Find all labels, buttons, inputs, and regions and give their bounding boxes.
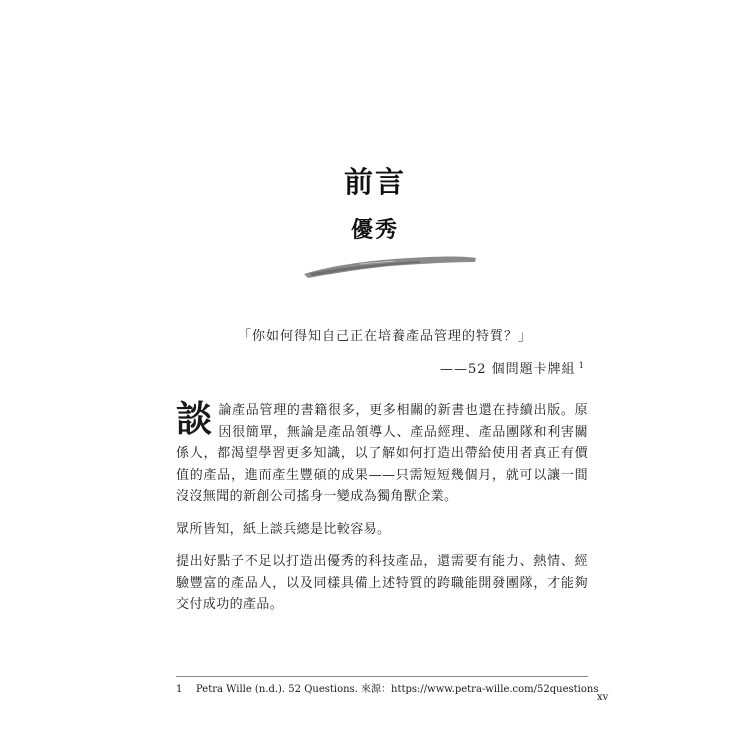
footnote xyxy=(176,680,598,695)
epigraph-quote: 「你如何得知自己正在培養產品管理的特質？」 xyxy=(237,329,532,344)
body-paragraph: 眾所皆知，紙上談兵總是比較容易。 xyxy=(176,521,391,537)
footnote-number: 1 xyxy=(176,684,183,695)
chapter-title: 前言 xyxy=(343,165,406,199)
paragraph-text: 論產品管理的書籍很多，更多相關的新書也還在持續出版。原因很簡單，無論是產品領導人、產品經理、產品團隊和利害關係人，都渴望學習更多知識，以了解如何打造出帶給使用者真正有價值的產品，進而產生豐碩的成果——只需短短幾個月，就可以讓一間沒沒無聞的新創公司搖身一變成為獨角獸企業。 xyxy=(176,403,588,504)
page-number: xv xyxy=(597,692,609,703)
body-text xyxy=(176,400,588,627)
footnote-reference[interactable]: 1 xyxy=(578,360,585,370)
drop-cap: 談 xyxy=(176,399,213,440)
epigraph-source xyxy=(440,358,585,377)
body-paragraph: 提出好點子不足以打造出優秀的科技產品，還需要有能力、熱情、經驗豐富的產品人，以及同樣具備上述特質的跨職能開發團隊，才能夠交付成功的產品。 xyxy=(176,554,588,612)
footnote-text: Petra Wille (n.d.). 52 Questions. 來源：https://www.petra-wille.com/52questions xyxy=(196,684,599,695)
chapter-subtitle: 優秀 xyxy=(350,218,399,243)
footnote-divider xyxy=(176,676,588,677)
body-paragraph xyxy=(176,400,588,508)
epigraph-source-text: ——52 個問題卡牌組 xyxy=(440,362,576,377)
brush-stroke-decoration xyxy=(300,246,480,282)
